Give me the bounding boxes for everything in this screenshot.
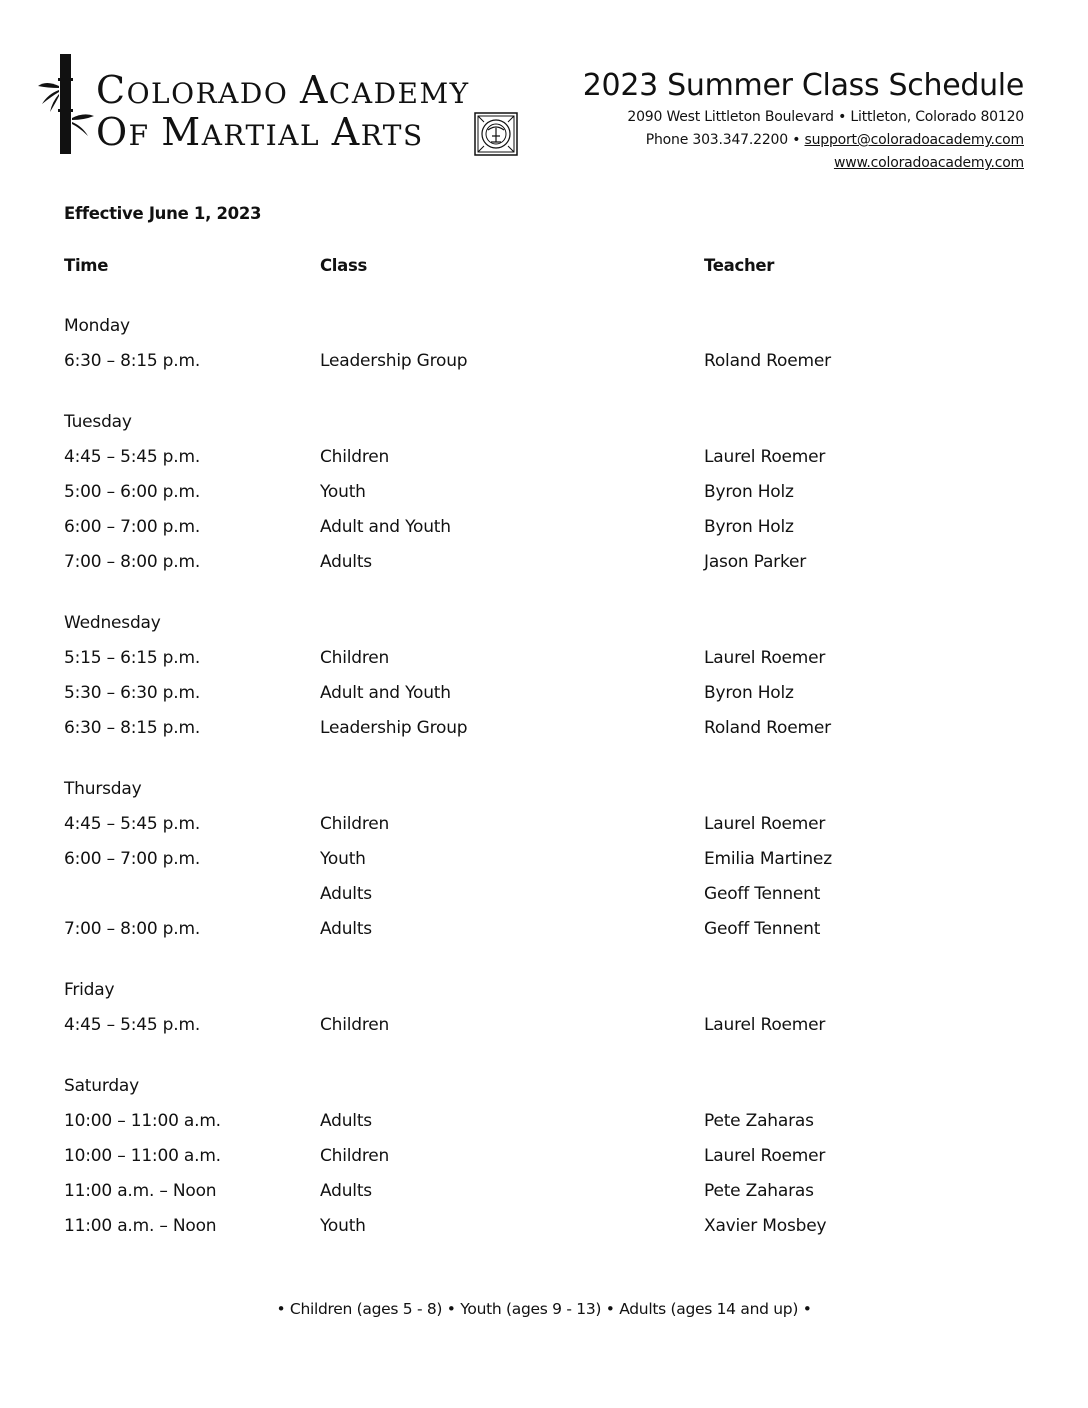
logo-name-line1: COLORADO ACADEMY: [96, 68, 470, 112]
time-cell: 4:45 – 5:45 p.m.: [64, 814, 201, 834]
teacher-cell: Byron Holz: [704, 517, 794, 537]
class-cell: Leadership Group: [320, 351, 468, 371]
phone-email-line: [564, 129, 1024, 152]
day-heading: Wednesday: [64, 613, 161, 633]
time-cell: 6:00 – 7:00 p.m.: [64, 849, 201, 869]
class-cell: Children: [320, 1015, 390, 1035]
class-cell: Children: [320, 447, 390, 467]
table-row: [64, 916, 1024, 951]
table-row: [64, 680, 1024, 715]
day-heading: Thursday: [64, 779, 142, 799]
teacher-cell: Pete Zaharas: [704, 1181, 814, 1201]
bamboo-icon: [36, 52, 96, 156]
table-row: [64, 846, 1024, 881]
day-block-saturday: [64, 1073, 1024, 1248]
class-cell: Adults: [320, 1111, 372, 1131]
teacher-cell: Byron Holz: [704, 482, 794, 502]
teacher-cell: Roland Roemer: [704, 718, 831, 738]
class-cell: Children: [320, 814, 390, 834]
time-cell: 11:00 a.m. – Noon: [64, 1181, 217, 1201]
column-header-time: Time: [64, 256, 109, 275]
class-cell: Youth: [320, 1216, 366, 1236]
time-cell: 11:00 a.m. – Noon: [64, 1216, 217, 1236]
phone-text: Phone 303.347.2200 •: [645, 132, 805, 148]
address-line: 2090 West Littleton Boulevard • Littleton, Colorado 80120: [627, 109, 1024, 125]
time-cell: 5:30 – 6:30 p.m.: [64, 683, 201, 703]
class-cell: Children: [320, 1146, 390, 1166]
table-row: [64, 1108, 1024, 1143]
table-row: [64, 1012, 1024, 1047]
day-block-monday: [64, 313, 1024, 383]
class-cell: Adult and Youth: [320, 517, 451, 537]
class-cell: Adults: [320, 919, 372, 939]
teacher-cell: Byron Holz: [704, 683, 794, 703]
time-cell: 10:00 – 11:00 a.m.: [64, 1111, 221, 1131]
teacher-cell: Xavier Mosbey: [704, 1216, 827, 1236]
table-row: [64, 715, 1024, 750]
teacher-cell: Pete Zaharas: [704, 1111, 814, 1131]
class-cell: Leadership Group: [320, 718, 468, 738]
website-link[interactable]: www.coloradoacademy.com: [833, 155, 1024, 171]
logo-name-line2: OF MARTIAL ARTS: [96, 110, 424, 154]
table-row: [64, 811, 1024, 846]
class-cell: Youth: [320, 849, 366, 869]
time-cell: 4:45 – 5:45 p.m.: [64, 447, 201, 467]
column-header-class: Class: [320, 256, 368, 275]
class-cell: Youth: [320, 482, 366, 502]
time-cell: 5:00 – 6:00 p.m.: [64, 482, 201, 502]
table-row: [64, 1178, 1024, 1213]
page-title: 2023 Summer Class Schedule: [582, 68, 1024, 103]
time-cell: 6:30 – 8:15 p.m.: [64, 351, 201, 371]
day-block-thursday: [64, 776, 1024, 951]
website-line: [564, 152, 1024, 175]
table-row: [64, 479, 1024, 514]
teacher-cell: Geoff Tennent: [704, 884, 821, 904]
teacher-cell: Geoff Tennent: [704, 919, 821, 939]
teacher-cell: Jason Parker: [704, 552, 807, 572]
teacher-cell: Emilia Martinez: [704, 849, 832, 869]
effective-date: Effective June 1, 2023: [64, 204, 262, 223]
day-heading: Monday: [64, 316, 130, 336]
teacher-cell: Laurel Roemer: [704, 1146, 826, 1166]
day-heading: Friday: [64, 980, 115, 1000]
table-row: [64, 549, 1024, 584]
academy-logo: [36, 52, 526, 158]
time-cell: 6:30 – 8:15 p.m.: [64, 718, 201, 738]
age-groups-footer: • Children (ages 5 - 8) • Youth (ages 9 - 13) • Adults (ages 14 and up) •: [276, 1300, 812, 1318]
class-cell: Children: [320, 648, 390, 668]
teacher-cell: Laurel Roemer: [704, 814, 826, 834]
time-cell: 6:00 – 7:00 p.m.: [64, 517, 201, 537]
table-row: [64, 1143, 1024, 1178]
class-cell: Adults: [320, 884, 372, 904]
day-block-friday: [64, 977, 1024, 1047]
day-heading: Tuesday: [64, 412, 132, 432]
class-cell: Adults: [320, 1181, 372, 1201]
table-row: [64, 514, 1024, 549]
teacher-cell: Laurel Roemer: [704, 447, 826, 467]
teacher-cell: Roland Roemer: [704, 351, 831, 371]
column-header-teacher: Teacher: [704, 256, 775, 275]
teacher-cell: Laurel Roemer: [704, 648, 826, 668]
time-cell: 7:00 – 8:00 p.m.: [64, 552, 201, 572]
table-row: [64, 348, 1024, 383]
email-link[interactable]: support@coloradoacademy.com: [804, 132, 1024, 148]
table-row: [64, 1213, 1024, 1248]
time-cell: 5:15 – 6:15 p.m.: [64, 648, 201, 668]
day-block-tuesday: [64, 409, 1024, 584]
seal-icon: [474, 112, 518, 156]
time-cell: 4:45 – 5:45 p.m.: [64, 1015, 201, 1035]
day-heading: Saturday: [64, 1076, 140, 1096]
table-row: [64, 881, 1024, 916]
class-cell: Adults: [320, 552, 372, 572]
header-contact-block: [564, 66, 1024, 175]
table-row: [64, 645, 1024, 680]
class-cell: Adult and Youth: [320, 683, 451, 703]
time-cell: 10:00 – 11:00 a.m.: [64, 1146, 221, 1166]
teacher-cell: Laurel Roemer: [704, 1015, 826, 1035]
table-row: [64, 444, 1024, 479]
day-block-wednesday: [64, 610, 1024, 750]
time-cell: 7:00 – 8:00 p.m.: [64, 919, 201, 939]
schedule-table: [64, 313, 1024, 1274]
